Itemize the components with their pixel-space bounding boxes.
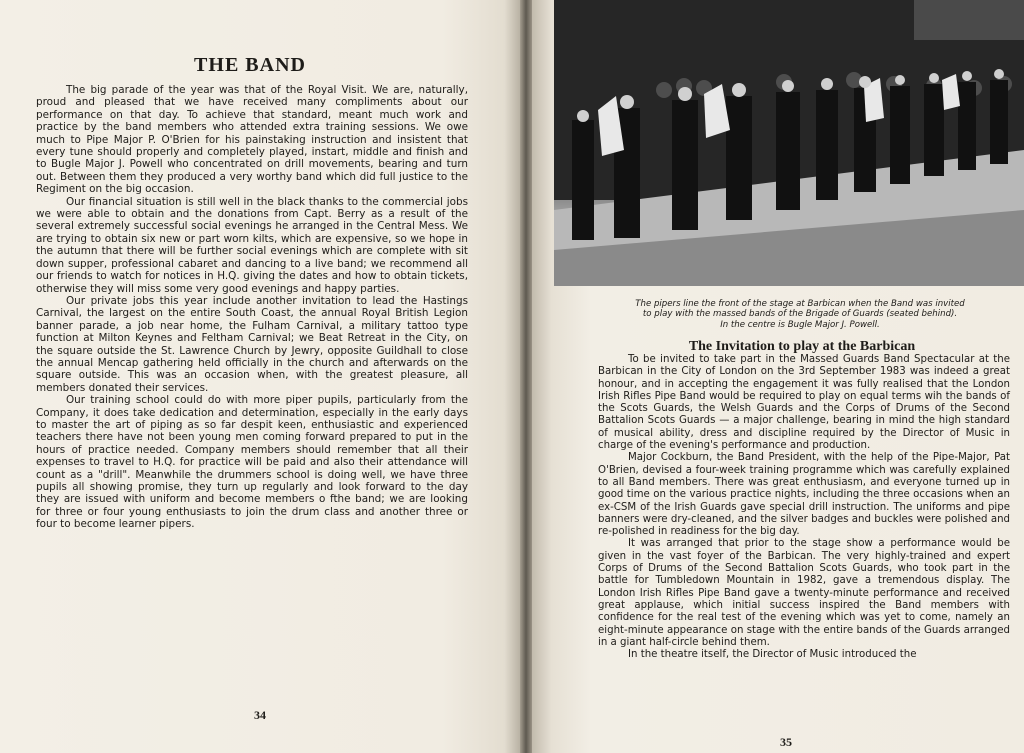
page-number-right: 35	[780, 735, 792, 749]
paragraph-foyer: It was arranged that prior to the stage show a performance would be given in the vast foyer of the Barbican. The very highly-trained and expert Corps of Drums of the Second Battalion Scots Guards, who took part in the battle for Tumbledown Mountain in 1982, gave a tremendous display. The London Irish Rifles Pipe Band gave a twenty-minute performance and received great applause, which initial success inspired the Band members with confidence for the real test of the evening which was yet to come, namely an eight-minute appearance on stage with the entire bands of the Guards arranged in a giant half-circle behind them.	[598, 538, 1010, 648]
caption-line: The pipers line the front of the stage at Barbican when the Band was invited	[635, 299, 965, 309]
book-gutter	[520, 0, 532, 753]
paragraph-training: Major Cockburn, the Band President, with the help of the Pipe-Major, Pat O'Brien, devised a four-week training programme which was carefully explained to all Band members. There was great enthusiasm, and everyone turned up in good time on the various practice nights, including the three occasions when an ex-CSM of the Irish Guards gave special drill instruction. The uniforms and pipe banners were dry-cleaned, and the silver badges and buckles were polished and re-polished in readiness for the big day.	[598, 452, 1010, 538]
section-heading: The Invitation to play at the Barbican	[688, 339, 916, 354]
page-title: THE BAND	[194, 54, 306, 76]
band-photo-image	[554, 0, 1024, 286]
right-page	[532, 0, 1024, 753]
paragraph-theatre: In the theatre itself, the Director of Music introduced the	[628, 649, 917, 661]
paragraph-invitation: To be invited to take part in the Massed Guards Band Spectacular at the Barbican in the City of London on the 3rd September 1983 was indeed a great honour, and in accepting the engagement it was fully realised that the London Irish Rifles Pipe Band would be required to play on equal terms wih the bands of the Scots Guards, the Welsh Guards and the Corps of Drums of the Second Battalion Scots Guards — a major challenge, bearing in mind the high standard of musical ability, dress and discipline required by the Director of Music in charge of the evening's performance and production.	[598, 354, 1010, 452]
paragraph-financial: Our financial situation is still well in the black thanks to the commercial jobs we were able to obtain and the donations from Capt. Berry as a result of the several extremely successful social evenings he arranged in the Central Mess. We are trying to obtain six new or part worn kilts, which are expensive, so we hope in the autumn that there will be further social evenings which are complete with sit down supper, professional cabaret and dancing to a live band; we recommend all our friends to watch for notices in H.Q. giving the dates and how to obtain tickets, otherwise they will miss some very good evenings and happy parties.	[36, 195, 468, 295]
paragraph-training-school: Our training school could do with more piper pupils, particularly from the Company, it does take dedication and determination, especially in the early days to master the art of piping as so far despit keen, enthusiastic and experienced teachers there have not been young men coming forward prepared to put in the hours of practice needed. Company members should remember that all their expenses to travel to H.Q. for practice will be paid and also their attendance will count as a "drill". Meanwhile the drummers school is doing well, we have three pupils all showing promise, they turn up regularly and look forward to the day they are issued with uniform and become members o fthe band; we are looking for three or four young enthusiasts to join the drum class and another three or four to become learner pipers.	[36, 394, 468, 531]
left-body-text	[36, 84, 468, 531]
photo-caption	[580, 299, 1020, 330]
caption-line: In the centre is Bugle Major J. Powell.	[720, 319, 880, 330]
right-body-text	[598, 354, 1010, 661]
paragraph-royal-visit: The big parade of the year was that of the Royal Visit. We are, naturally, proud and pleased that we have received many compliments about our performance on that day. To achieve that standard, meant much work and practice by the band members who attended extra training sessions. We owe much to Pipe Major P. O'Brien for his painstaking instruction and insistent that every tune should properly and completely played, instart, middle and finish and to Bugle Major J. Powell who concentrated on drill movements, bearing and turn out. Between them they produced a very worthy band which did full justice to the Regiment on the big occasion.	[36, 84, 468, 196]
stage-scene	[554, 0, 1024, 286]
paragraph-private-jobs: Our private jobs this year include another invitation to lead the Hastings Carnival, the largest on the entire South Coast, the annual Royal British Legion banner parade, a job near home, the Fulham Carnival, a military tattoo type function at Milton Keynes and Feltham Carnival; we Beat Retreat in the City, on the square outside the St. Lawrence Church by Jewry, opposite Guildhall to close the annual Mencap gathering held officially in the church and afterwards on the square outside. This was an occasion when, with the greatest pleasure, all members donated their services.	[36, 294, 468, 394]
caption-line: to play with the massed bands of the Brigade of Guards (seated behind).	[642, 309, 958, 320]
page-number-left: 34	[254, 708, 266, 722]
